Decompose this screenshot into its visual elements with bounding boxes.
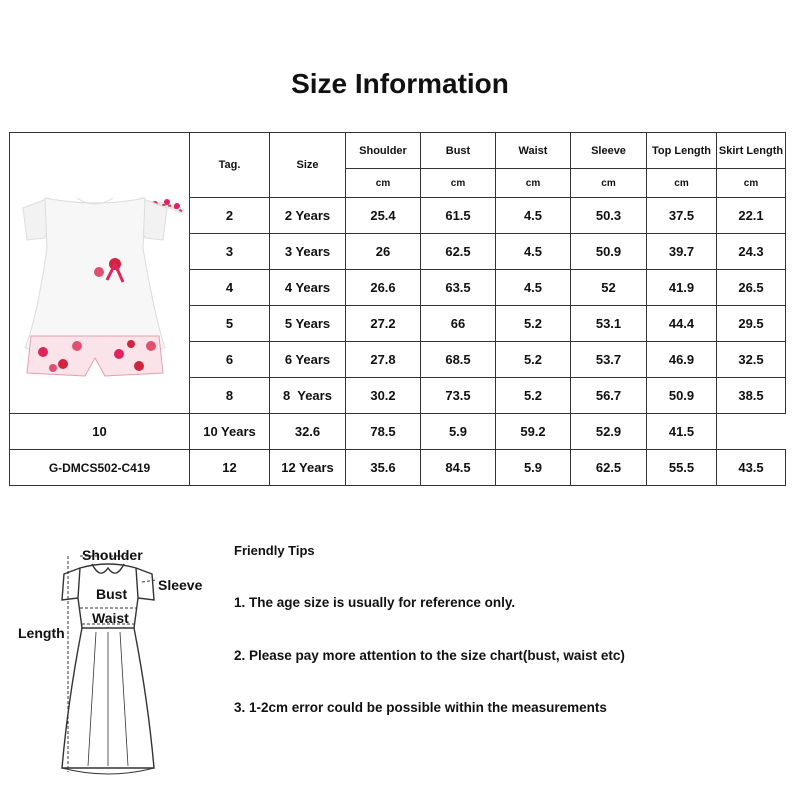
sleeve-cell: 53.7 bbox=[571, 342, 647, 378]
waist-label: Waist bbox=[92, 610, 129, 626]
tag-cell: 2 bbox=[190, 198, 270, 234]
shoulder-cell: 27.8 bbox=[346, 342, 421, 378]
top-length-cell: 46.9 bbox=[647, 342, 717, 378]
tips-heading: Friendly Tips bbox=[234, 543, 315, 558]
top-length-cell: 50.9 bbox=[647, 378, 717, 414]
size-cell: 5 Years bbox=[270, 306, 346, 342]
bust-cell: 63.5 bbox=[421, 270, 496, 306]
skirt-length-cell: 24.3 bbox=[717, 234, 786, 270]
sleeve-cell: 62.5 bbox=[571, 450, 647, 486]
header-shoulder: Shoulder bbox=[346, 133, 421, 169]
skirt-length-cell: 32.5 bbox=[717, 342, 786, 378]
skirt-length-cell: 38.5 bbox=[717, 378, 786, 414]
length-label: Length bbox=[18, 625, 65, 641]
header-top-length: Top Length bbox=[647, 133, 717, 169]
top-length-cell: 44.4 bbox=[647, 306, 717, 342]
shoulder-cell: 27.2 bbox=[346, 306, 421, 342]
shoulder-cell: 26.6 bbox=[346, 270, 421, 306]
header-waist: Waist bbox=[496, 133, 571, 169]
header-row bbox=[10, 133, 786, 169]
skirt-length-cell: 26.5 bbox=[717, 270, 786, 306]
sleeve-cell: 52 bbox=[571, 270, 647, 306]
bust-label: Bust bbox=[96, 586, 128, 602]
unit-cell: cm bbox=[571, 169, 647, 198]
skirt-length-cell: 41.5 bbox=[647, 414, 717, 450]
product-photo bbox=[15, 168, 185, 378]
tip-item: 2. Please pay more attention to the size chart(bust, waist etc) bbox=[234, 648, 625, 663]
shoulder-cell: 32.6 bbox=[270, 414, 346, 450]
size-cell: 2 Years bbox=[270, 198, 346, 234]
bust-cell: 68.5 bbox=[421, 342, 496, 378]
sleeve-cell: 53.1 bbox=[571, 306, 647, 342]
top-length-cell: 55.5 bbox=[647, 450, 717, 486]
size-cell: 4 Years bbox=[270, 270, 346, 306]
table-row bbox=[10, 450, 786, 486]
table-row bbox=[10, 414, 786, 450]
tag-cell: 12 bbox=[190, 450, 270, 486]
page-title: Size Information bbox=[291, 68, 509, 99]
size-cell: 10 Years bbox=[190, 414, 270, 450]
size-cell: 12 Years bbox=[270, 450, 346, 486]
tag-cell: 3 bbox=[190, 234, 270, 270]
tag-cell: 4 bbox=[190, 270, 270, 306]
waist-cell: 5.2 bbox=[496, 306, 571, 342]
product-photo-cell bbox=[10, 133, 190, 414]
size-cell: 8 Years bbox=[270, 378, 346, 414]
tag-cell: 10 bbox=[10, 414, 190, 450]
shoulder-cell: 30.2 bbox=[346, 378, 421, 414]
unit-cell: cm bbox=[647, 169, 717, 198]
unit-cell: cm bbox=[717, 169, 786, 198]
sleeve-cell: 59.2 bbox=[496, 414, 571, 450]
waist-cell: 4.5 bbox=[496, 234, 571, 270]
shorts-image bbox=[27, 336, 163, 376]
size-table bbox=[9, 132, 786, 486]
bust-cell: 62.5 bbox=[421, 234, 496, 270]
top-image bbox=[23, 198, 167, 354]
skirt-length-cell: 29.5 bbox=[717, 306, 786, 342]
sleeve-cell: 56.7 bbox=[571, 378, 647, 414]
shoulder-cell: 26 bbox=[346, 234, 421, 270]
tip-item: 1. The age size is usually for reference only. bbox=[234, 595, 516, 610]
size-cell: 3 Years bbox=[270, 234, 346, 270]
unit-cell: cm bbox=[496, 169, 571, 198]
bust-cell: 61.5 bbox=[421, 198, 496, 234]
sku-cell: G-DMCS502-C419 bbox=[10, 450, 190, 486]
sleeve-cell: 50.9 bbox=[571, 234, 647, 270]
waist-cell: 4.5 bbox=[496, 270, 571, 306]
tag-cell: 8 bbox=[190, 378, 270, 414]
bust-cell: 73.5 bbox=[421, 378, 496, 414]
waist-cell: 5.2 bbox=[496, 378, 571, 414]
waist-cell: 5.2 bbox=[496, 342, 571, 378]
bust-cell: 66 bbox=[421, 306, 496, 342]
sleeve-label: Sleeve bbox=[158, 577, 203, 593]
tag-cell: 5 bbox=[190, 306, 270, 342]
unit-cell: cm bbox=[421, 169, 496, 198]
header-tag: Tag. bbox=[190, 133, 270, 198]
shoulder-cell: 35.6 bbox=[346, 450, 421, 486]
header-bust: Bust bbox=[421, 133, 496, 169]
header-size: Size bbox=[270, 133, 346, 198]
shoulder-label: Shoulder bbox=[82, 547, 143, 563]
top-length-cell: 41.9 bbox=[647, 270, 717, 306]
skirt-length-cell: 43.5 bbox=[717, 450, 786, 486]
size-cell: 6 Years bbox=[270, 342, 346, 378]
waist-cell: 5.9 bbox=[421, 414, 496, 450]
sleeve-cell: 50.3 bbox=[571, 198, 647, 234]
friendly-tips bbox=[234, 543, 794, 715]
tag-cell: 6 bbox=[190, 342, 270, 378]
waist-cell: 5.9 bbox=[496, 450, 571, 486]
shoulder-cell: 25.4 bbox=[346, 198, 421, 234]
header-skirt-length: Skirt Length bbox=[717, 133, 786, 169]
skirt-length-cell: 22.1 bbox=[717, 198, 786, 234]
measurement-diagram bbox=[18, 540, 218, 790]
tip-item: 3. 1-2cm error could be possible within the measurements bbox=[234, 700, 607, 715]
top-length-cell: 39.7 bbox=[647, 234, 717, 270]
bust-cell: 84.5 bbox=[421, 450, 496, 486]
top-length-cell: 37.5 bbox=[647, 198, 717, 234]
top-length-cell: 52.9 bbox=[571, 414, 647, 450]
unit-cell: cm bbox=[346, 169, 421, 198]
header-sleeve: Sleeve bbox=[571, 133, 647, 169]
bust-cell: 78.5 bbox=[346, 414, 421, 450]
waist-cell: 4.5 bbox=[496, 198, 571, 234]
